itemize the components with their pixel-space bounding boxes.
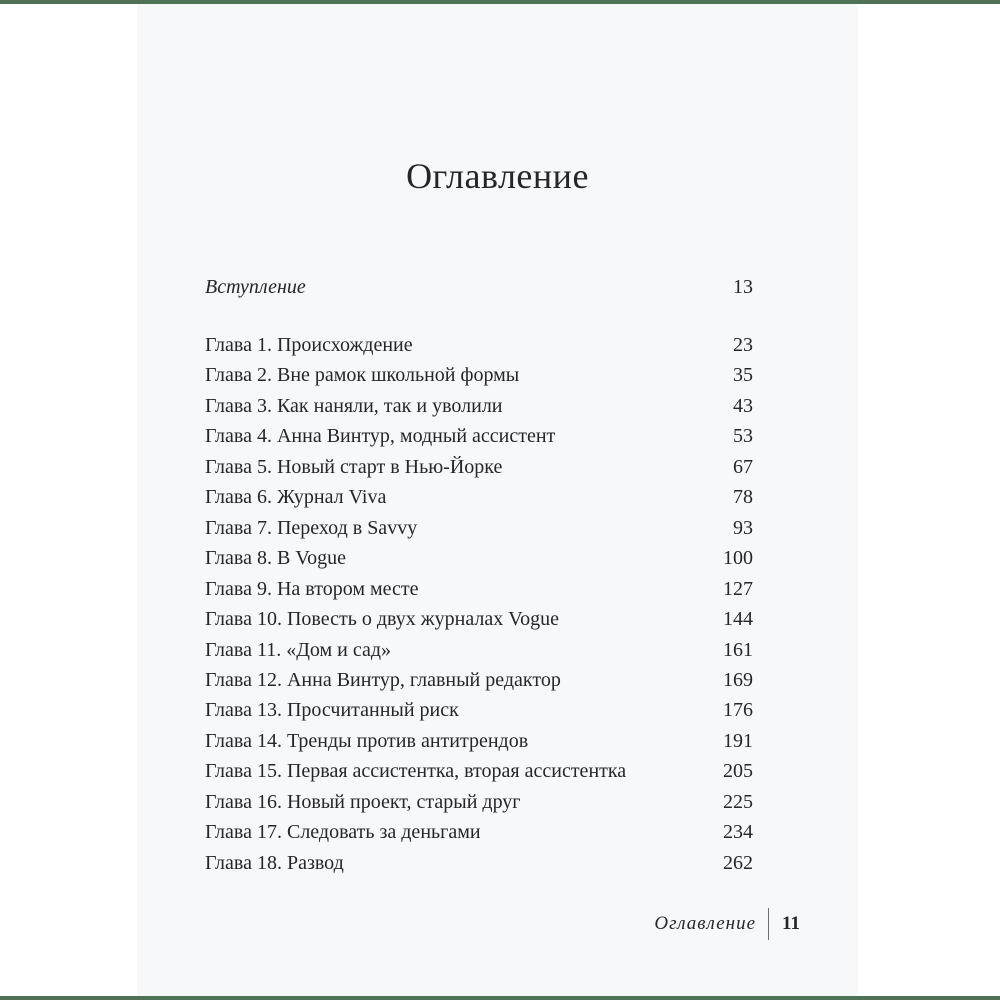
toc-entry-page: 43 <box>733 394 753 417</box>
toc-entry-page: 169 <box>723 668 753 691</box>
footer-divider <box>768 908 769 940</box>
toc-entry-label: Глава 10. Повесть о двух журналах Vogue <box>205 608 559 631</box>
toc-entry <box>205 391 753 421</box>
toc-entry-label: Глава 2. Вне рамок школьной формы <box>205 364 520 387</box>
toc-entry-label: Глава 17. Следовать за деньгами <box>205 821 481 844</box>
toc-entry-page: 67 <box>733 455 753 478</box>
toc-entry <box>205 330 753 360</box>
toc-entry <box>205 574 753 604</box>
toc-entry-label: Глава 11. «Дом и сад» <box>205 638 392 661</box>
toc-entry-label: Глава 5. Новый старт в Нью-Йорке <box>205 455 503 478</box>
toc-entry <box>205 635 753 665</box>
toc-entry-label: Глава 7. Переход в Savvy <box>205 516 418 539</box>
toc-entry <box>205 543 753 573</box>
toc-entry-page: 127 <box>723 577 753 600</box>
toc-entry-page: 205 <box>723 760 753 783</box>
page-title: Оглавление <box>406 156 589 197</box>
toc-entry-label: Глава 18. Развод <box>205 851 344 874</box>
toc-entry-page: 161 <box>723 638 753 661</box>
book-page <box>137 4 858 996</box>
toc-entry-label: Глава 1. Происхождение <box>205 334 413 356</box>
toc-entry <box>205 817 753 847</box>
toc-entry-label: Глава 14. Тренды против антитрендов <box>205 729 529 752</box>
toc-entry <box>205 665 753 695</box>
toc-entry <box>205 604 753 634</box>
toc-entry-label: Глава 9. На втором месте <box>205 577 419 600</box>
toc-entry-label: Глава 4. Анна Винтур, модный ассистент <box>205 425 556 448</box>
toc-entry <box>205 421 753 451</box>
toc-entry-page: 78 <box>733 486 753 509</box>
toc-entry-label: Глава 13. Просчитанный риск <box>205 699 459 722</box>
toc-entry <box>205 848 753 878</box>
toc-entry <box>205 787 753 817</box>
toc-entry <box>205 482 753 512</box>
toc-entry <box>205 513 753 543</box>
toc-entry-page: 53 <box>733 425 753 448</box>
footer-section-label: Оглавление <box>654 913 757 934</box>
toc-entry <box>205 360 753 390</box>
toc-intro-row <box>205 272 753 303</box>
toc-list <box>205 330 753 878</box>
toc-entry <box>205 726 753 756</box>
toc-entry-label: Глава 15. Первая ассистентка, вторая ассистентка <box>205 760 627 783</box>
toc-entry-page: 234 <box>723 821 753 844</box>
toc-entry-page: 23 <box>733 334 753 356</box>
toc-entry-page: 100 <box>723 547 753 570</box>
toc-intro-page: 13 <box>733 276 753 298</box>
toc-entry <box>205 695 753 725</box>
page-footer <box>654 907 800 941</box>
footer-page-number: 11 <box>782 913 800 934</box>
toc-entry-label: Глава 8. В Vogue <box>205 547 347 570</box>
bottom-accent-bar <box>0 996 1000 1000</box>
toc-entry-label: Глава 12. Анна Винтур, главный редактор <box>205 668 561 691</box>
toc-entry-page: 191 <box>723 729 753 752</box>
toc-intro-label: Вступление <box>205 276 306 298</box>
toc-entry-page: 144 <box>723 608 753 631</box>
toc-entry-label: Глава 3. Как наняли, так и уволили <box>205 394 503 417</box>
toc-entry-page: 93 <box>733 516 753 539</box>
toc-entry-label: Глава 16. Новый проект, старый друг <box>205 790 521 813</box>
toc-entry <box>205 452 753 482</box>
toc-entry-page: 35 <box>733 364 753 387</box>
toc-entry <box>205 756 753 786</box>
toc-entry-page: 225 <box>723 790 753 813</box>
toc-entry-label: Глава 6. Журнал Viva <box>205 486 387 509</box>
toc-entry-page: 262 <box>723 851 753 874</box>
toc-entry-page: 176 <box>723 699 753 722</box>
